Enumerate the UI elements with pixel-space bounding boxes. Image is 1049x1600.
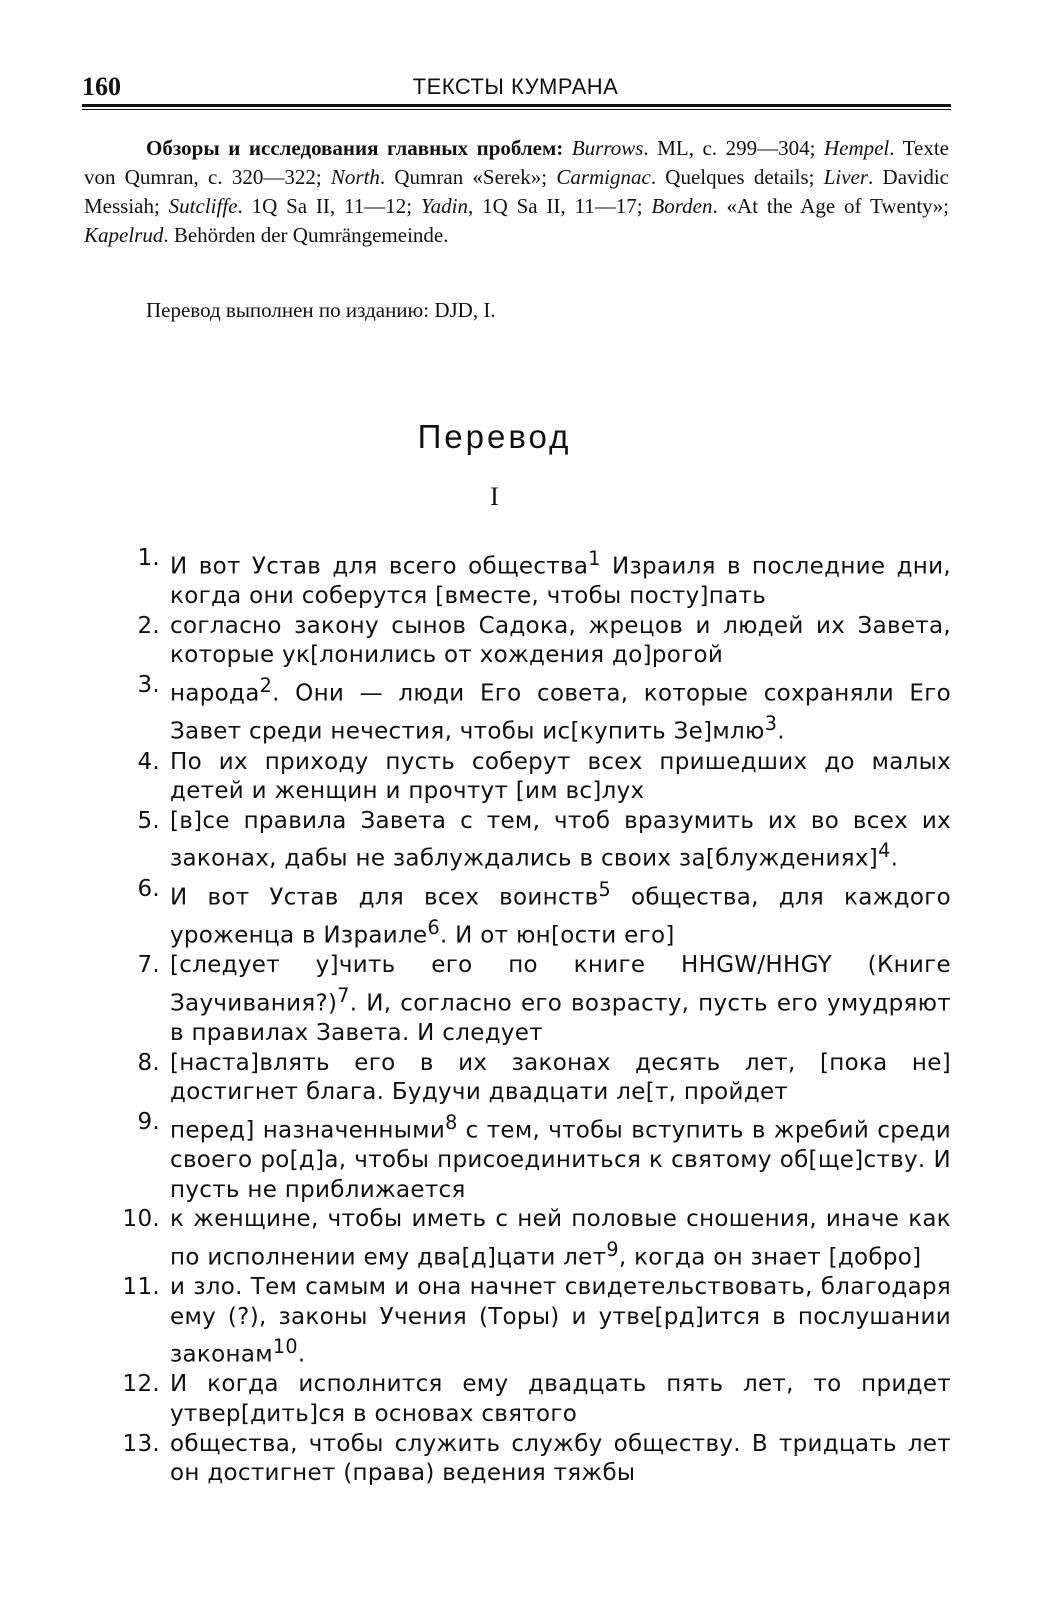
bibliography-author: North [330,165,380,189]
verse-number: 5. [137,807,160,834]
bibliography-label: Обзоры и исследования главных проблем: [146,136,564,160]
section-number: I [490,482,499,511]
verse-line [108,1370,951,1429]
verse-line [108,671,951,748]
bibliography-author: Sutcliffe [168,194,238,218]
bibliography-reference: , 1Q Sa II, 11—17; [468,194,652,218]
verse-line [108,1430,951,1489]
verse-text: [в]се правила Завета с тем, чтоб вразумить их во всех их законах, дабы не заблуждались в своих за[блуждениях]$^4$. [170,807,951,872]
verse-line [108,807,951,875]
verse-number: 9. [137,1108,160,1135]
verse-text: И когда исполнится ему двадцать пять лет, то придет утвер[дить]ся в основах святого [170,1371,951,1427]
bibliography-reference: . Qumran «Serek»; [379,165,557,189]
header-rule [82,104,951,107]
bibliography-reference: . Davidic Messiah; [84,165,950,218]
bibliography-author: Kapelrud [84,223,164,247]
verse-number: 2. [137,612,160,639]
verse-text: И вот Устав для всех воинств$^5$ общества, для каждого уроженца в Израиле$^6$. И от юн[ости его] [170,877,951,949]
verse-number: 13. [122,1430,160,1457]
verse-number: 3. [137,672,160,699]
header-rule-thin [82,109,951,110]
verse-line [108,1205,951,1273]
verse-line [108,612,951,671]
verse-number: 6. [137,875,160,902]
verse-number: 12. [122,1371,160,1398]
bibliography-reference: . Quelques details; [650,165,824,189]
page-header [82,72,949,102]
running-title: ТЕКСТЫ КУМРАНА [412,74,619,99]
verse-line [108,1273,951,1370]
verse-number: 7. [137,952,160,979]
bibliography-reference: . Behörden der Qumrängemeinde. [163,223,449,247]
bibliography-author: Yadin [420,194,468,218]
bibliography-reference: . «At the Age of Twenty»; [712,194,950,218]
verse-line [108,1108,951,1205]
verse-line [108,1049,951,1108]
verse-number: 8. [137,1049,160,1076]
verse-list [108,544,951,1489]
bibliography-author: Hempel [823,136,890,160]
verse-text: перед] назначенными$^8$ с тем, чтобы вступить в жребий среди своего ро[д]а, чтобы присоединиться к святому об[ще]ству. И пусть не приближается [170,1110,951,1203]
bibliography-author: Liver [823,165,869,189]
verse-number: 11. [122,1273,160,1300]
verse-text: и зло. Тем самым и она начнет свидетельствовать, благодаря ему (?), законы Учения (Торы) и утве[рд]ится в послушании законам$^{10}$. [170,1273,951,1368]
bibliography-author: Carmignac [556,165,651,189]
verse-text: [наста]влять его в их законах десять лет, [пока не] достигнет блага. Будучи двадцати ле[т, пройдет [170,1049,951,1106]
bibliography-reference: . Texte von Qumran, с. 320—322; [84,136,950,189]
verse-text: согласно закону сынов Садока, жрецов и людей их Завета, которые ук[лонились от хождения до]рогой [170,612,951,669]
verse-line [108,748,951,807]
verse-line [108,544,951,612]
verse-line [108,951,951,1048]
section-title: Перевод [417,418,572,455]
page-number: 160 [82,72,121,101]
bibliography-reference: . ML, с. 299—304; [643,136,824,160]
verse-number: 1. [137,545,160,571]
source-note: Перевод выполнен по изданию: DJD, I. [146,298,496,322]
verse-text: общества, чтобы служить службу обществу. В тридцать лет он достигнет (права) ведения тяжбы [170,1430,951,1487]
verse-text: И вот Устав для всего общества$^1$ Израиля в последние дни, когда они соберутся [вместе, чтобы посту]пать [170,547,951,610]
verse-number: 10. [122,1206,160,1233]
bibliography-paragraph [84,134,949,250]
verse-number: 4. [137,748,160,775]
verse-text: [следует у]чить его по книге HHGW/HHGY (Книге Заучивания?)$^7$. И, согласно его возрасту, пусть его умудряют в правилах Завета. И следует [170,952,951,1046]
bibliography-reference: . 1Q Sa II, 11—12; [237,194,421,218]
verse-text: народа$^2$. Они — люди Его совета, которые сохраняли Его Завет среди нечестия, чтобы ис[купить Зе]млю$^3$. [170,674,951,745]
bibliography-author: Burrows [571,136,644,160]
verse-text: к женщине, чтобы иметь с ней половые сношения, иначе как по исполнении ему два[д]цати лет$^9$, когда он знает [добро] [170,1206,951,1271]
verse-text: По их приходу пусть соберут всех пришедших до малых детей и женщин и прочтут [им вс]лух [170,748,951,805]
verse-line [108,875,951,952]
bibliography-author: Borden [651,194,713,218]
